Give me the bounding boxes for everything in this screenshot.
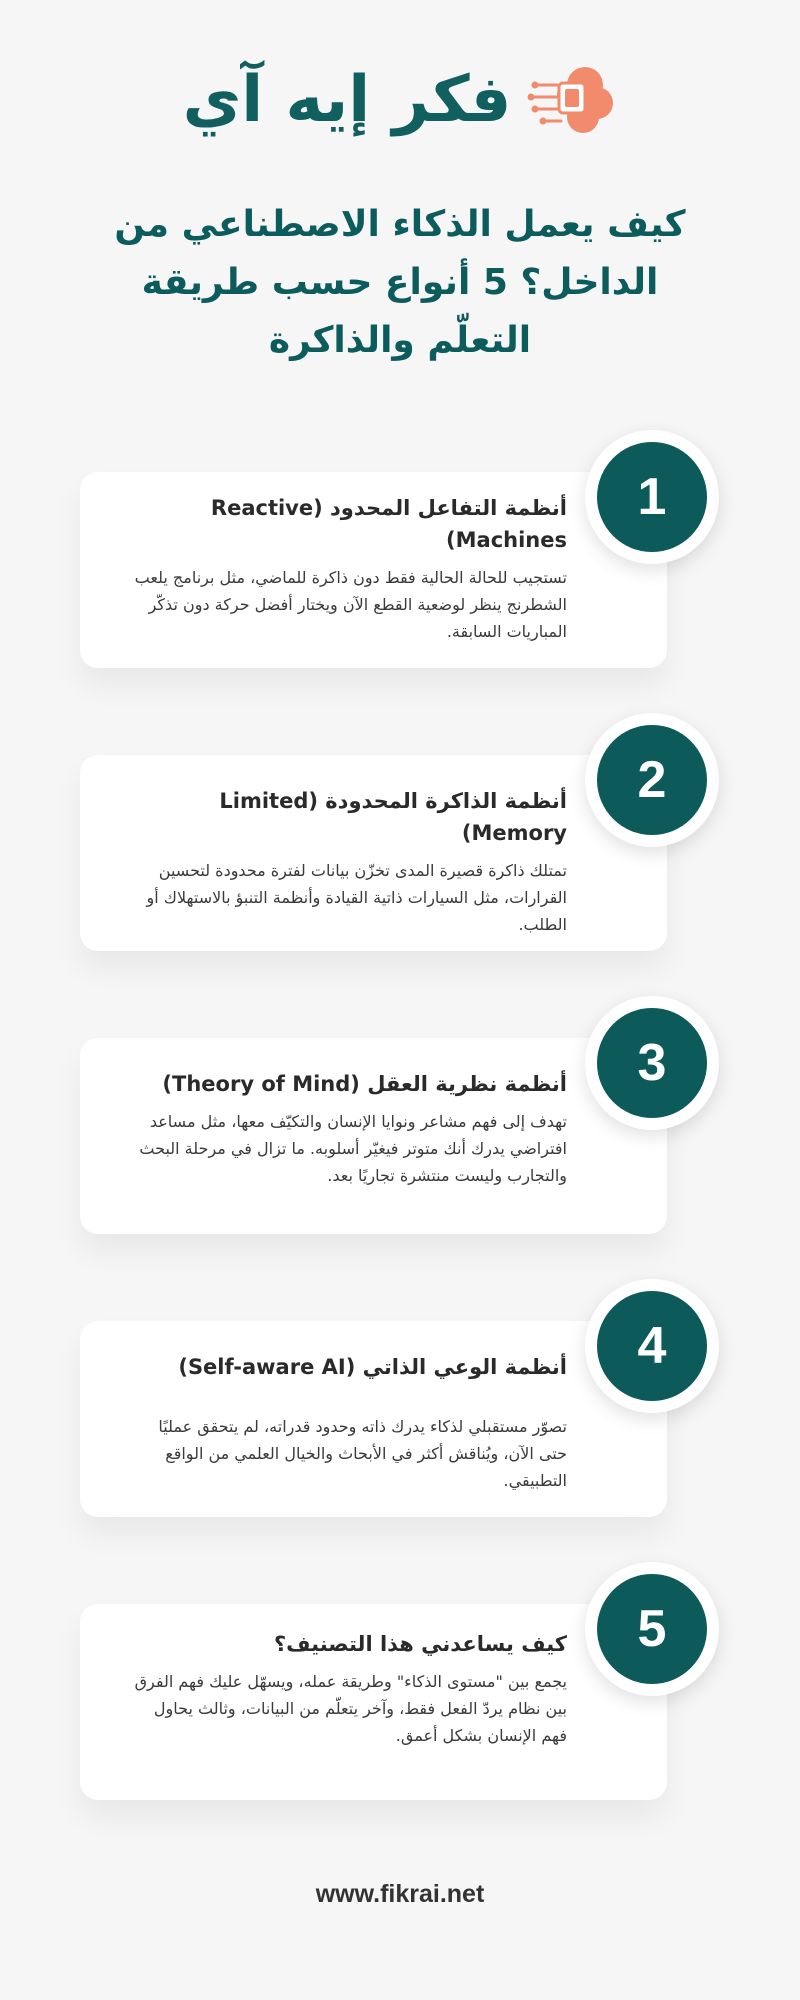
info-card-3 <box>80 1038 667 1234</box>
number-badge-1 <box>585 430 719 564</box>
card-text: يجمع بين "مستوى الذكاء" وطريقة عمله، ويسهّل عليك فهم الفرق بين نظام يردّ الفعل فقط، وآخر يتعلّم من البيانات، وثالث يحاول فهم الإنسان بشكل أعمق. <box>134 1672 567 1745</box>
card-title: أنظمة نظرية العقل (Theory of Mind) <box>162 1072 567 1096</box>
card-text: تستجيب للحالة الحالية فقط دون ذاكرة للماضي، مثل برنامج يلعب الشطرنج ينظر لوضعية القطع الآن ويختار أفضل حركة دون تذكّر المباريات السابقة. <box>134 568 567 641</box>
number-badge-3 <box>585 996 719 1130</box>
number-badge-2 <box>585 713 719 847</box>
info-card-5 <box>80 1604 667 1800</box>
card-content <box>127 1628 567 1749</box>
card-title: أنظمة الذاكرة المحدودة (Limited Memory) <box>219 789 567 845</box>
badge-number: 5 <box>597 1574 707 1684</box>
card-text: تهدف إلى فهم مشاعر ونوايا الإنسان والتكيّف معها، مثل مساعد افتراضي يدرك أنك متوتر فيغيّر أسلوبه. ما تزال في مرحلة البحث والتجارب وليست منتشرة تجاريًا بعد. <box>139 1112 567 1185</box>
info-card-2 <box>80 755 667 951</box>
page-title: كيف يعمل الذكاء الاصطناعي من الداخل؟ 5 أنواع حسب طريقة التعلّم والذاكرة <box>114 204 686 361</box>
badge-number: 1 <box>597 442 707 552</box>
card-text: تصوّر مستقبلي لذكاء يدرك ذاته وحدود قدراته، لم يتحقق عمليًا حتى الآن، ويُناقش أكثر في الأبحاث والخيال العلمي من الواقع التطبيقي. <box>158 1417 567 1490</box>
card-content <box>127 785 567 938</box>
info-card-1 <box>80 472 667 668</box>
card-content <box>127 1068 567 1189</box>
card-text: تمتلك ذاكرة قصيرة المدى تخزّن بيانات لفترة محدودة لتحسين القرارات، مثل السيارات ذاتية القيادة وأنظمة التنبؤ بالاستهلاك أو الطلب. <box>146 861 567 934</box>
website-url[interactable]: www.fikrai.net <box>315 1880 485 1908</box>
badge-number: 4 <box>597 1291 707 1401</box>
card-title: أنظمة الوعي الذاتي (Self-aware AI) <box>178 1355 567 1379</box>
brain-circuit-icon <box>527 55 617 145</box>
card-title: أنظمة التفاعل المحدود (Reactive Machines) <box>210 496 567 552</box>
info-card-4 <box>80 1321 667 1517</box>
badge-number: 2 <box>597 725 707 835</box>
card-content <box>127 492 567 645</box>
card-title: كيف يساعدني هذا التصنيف؟ <box>273 1632 567 1656</box>
brand-logo <box>0 40 800 160</box>
badge-number: 3 <box>597 1008 707 1118</box>
card-content <box>127 1351 567 1494</box>
brand-name: فكر إيه آي <box>182 63 512 137</box>
number-badge-4 <box>585 1279 719 1413</box>
number-badge-5 <box>585 1562 719 1696</box>
